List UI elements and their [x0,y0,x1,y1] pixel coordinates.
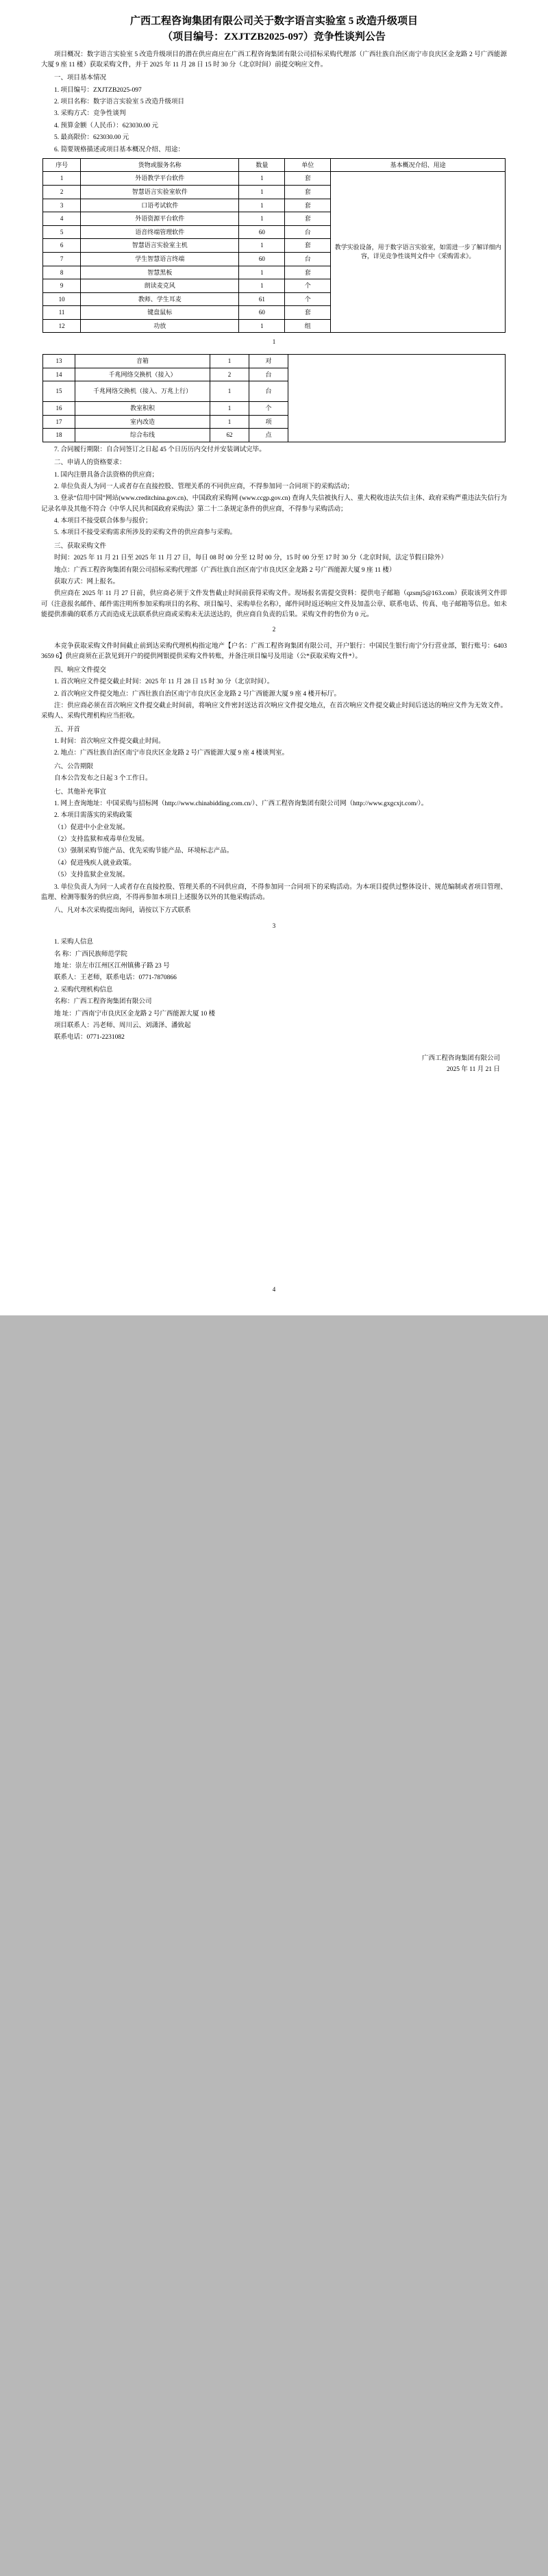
cell-qty: 1 [210,381,249,402]
cell-index: 4 [43,212,81,226]
cell-qty: 1 [239,212,285,226]
section-6-body: 自本公告发布之日起 3 个工作日。 [54,775,152,783]
section-1-heading: 一、项目基本情况 [54,75,107,82]
section-5-item: 1. 时间：首次响应文件提交截止时间。 [54,738,165,746]
section-7-sub: （5）支持监狱企业发展。 [54,872,129,879]
section-3-heading: 三、获取采购文件 [54,542,107,550]
section-3-way: 供应商在 2025 年 11 月 27 日前，供应商必须于文件发售截止时间前获得采购文件。现场报名需提交资料：提供电子邮箱（qzsmj5@163.com）获取该列文件即可（注意报名邮件、邮件需注明所参加采购项目的名称、项目编号、采购单位名称），邮件同时返还响应文件及加盖公章、联系电话、传真、电子邮箱等信息。如未能提供准确的联系方式而造成无法联系供应商或采购未无法送达的，供应商自负责的后果。采购文件的售价为 0 元。 [41,590,507,619]
cell-name: 朗读麦克风 [81,279,239,293]
cell-qty: 1 [239,239,285,253]
section-7-sub: （3）强制采购节能产品、优先采购节能产品、环境标志产品。 [54,848,234,855]
cell-index: 9 [43,279,81,293]
cell-unit: 点 [249,429,288,442]
cell-index: 2 [43,186,81,199]
cell-qty: 60 [239,225,285,239]
cell-name: 室内改造 [75,415,210,429]
cell-qty: 1 [239,172,285,186]
cell-index: 1 [43,172,81,186]
title-line-1: 广西工程咨询集团有限公司关于数字语言实验室 5 改造升级项目 [129,16,418,27]
cell-unit: 套 [285,306,331,320]
cell-unit: 台 [285,252,331,266]
cell-index: 17 [43,415,75,429]
cell-unit: 项 [249,415,288,429]
signature-date: 2025 年 11 月 21 日 [446,1065,500,1073]
section-2-item: 3. 登录“信用中国”网站(www.creditchina.gov.cn)、中国政府采购网 (www.ccgp.gov.cn) 查询人失信被执行人、重大税收违法失信主体、政府采购严重违法失信行为记录名单及其他不符合《中华人民共和国政府采购法》第二十二条规定条件的供应商，不得参与采购活动； [41,495,507,513]
cell-qty: 1 [210,354,249,368]
cell-name: 音箱 [75,354,210,368]
contact-line: 项目联系人：冯老师、周川云、刘潇泽、潘致起 [54,1022,191,1029]
goods-table-part-2-wrapper [41,354,507,442]
cell-name: 外语资源平台软件 [81,212,239,226]
table-row [43,172,506,186]
contact-group-label: 1. 采购人信息 [54,939,94,946]
section-3-note: 本竞争获取采购文件时间截止前到达采购代理机构指定地产【户名：广西工程咨询集团有限公司，开户银行：中国民生银行南宁分行营业部，银行账号：6403 3659 6】供应商须在正款见到开户的提供网银提供采购文件转账，并备注项目编号及用途（公*获取采购文件*）。 [41,643,507,661]
cell-unit: 台 [285,225,331,239]
table-header-row [43,158,506,172]
document-body [41,50,507,1295]
section-1-item: 3. 采购方式：竞争性谈判 [54,110,126,118]
bottom-spacer [41,1075,507,1280]
page-number: 3 [272,922,276,929]
cell-name: 教室积积 [75,402,210,416]
col-index: 序号 [43,158,81,172]
title-line-2: （项目编号：ZXJTZB2025-097）竞争性谈判公告 [162,31,386,43]
cell-qty: 1 [239,266,285,279]
section-8-heading: 八、凡对本次采购提出询问，请按以下方式联系 [54,907,191,915]
cell-qty: 60 [239,252,285,266]
cell-unit: 组 [285,319,331,333]
cell-index: 8 [43,266,81,279]
cell-name: 口语考试软件 [81,199,239,212]
section-7-item: 2. 本项目需落实的采购政策 [54,812,133,820]
cell-name: 综合布线 [75,429,210,442]
cell-unit: 个 [285,279,331,293]
contact-line: 联系电话：0771-2231082 [54,1034,125,1041]
cell-index: 16 [43,402,75,416]
section-7-item: 3. 单位负责人为同一人或者存在直接控股、管理关系的不同供应商，不得参加同一合同项下的采购活动。为本项目提供过整体设计、规范编制或者项目管理、监理、检测等服务的供应商，不得再参加本项目上述服务以外的其他采购活动。 [41,883,507,901]
section-7-sub: （2）支持监狱和戒毒单位发展。 [54,836,149,844]
page-number: 2 [272,626,276,633]
contact-line: 联系人：王老师，联系电话：0771-7870866 [54,974,177,982]
section-4-note: 注：供应商必须在首次响应文件提交截止时间前，将响应文件密封送达首次响应文件提交地点，在首次响应文件提交截止时间后送达的响应文件为无效文件。采购人、采购代理机构应当拒收。 [41,702,507,720]
col-qty: 数量 [239,158,285,172]
cell-name: 教师、学生耳麦 [81,292,239,306]
cell-index: 10 [43,292,81,306]
cell-unit: 套 [285,266,331,279]
cell-index: 14 [43,368,75,381]
intro-paragraph: 项目概况：数字语言实验室 5 改造升级项目的潜在供应商应在广西工程咨询集团有限公司招标采购代理部（广西壮族自治区南宁市良庆区金龙路 2 号广西能源大厦 9 座 11 楼）获取采购文件，并于 2025 年 11 月 28 日 15 时 30 分（北京时间）前提交响应文件。 [41,51,507,68]
cell-qty: 1 [210,415,249,429]
section-5-heading: 五、开首 [54,726,81,733]
signature-block [41,1053,507,1075]
cell-unit: 个 [249,402,288,416]
contact-line: 名 称：广西民族师范学院 [54,950,127,958]
cell-unit: 台 [249,381,288,402]
section-7-sub: （1）促进中小企业发展。 [54,824,129,831]
cell-unit: 套 [285,172,331,186]
section-5-item: 2. 地点：广西壮族自治区南宁市良庆区金龙路 2 号广西能源大厦 9 座 4 楼谈判室。 [54,750,289,757]
cell-index: 15 [43,381,75,402]
cell-name: 语音终端管理软件 [81,225,239,239]
cell-index: 18 [43,429,75,442]
cell-name: 智慧语言实验室主机 [81,239,239,253]
page-title [41,14,507,46]
section-3-way-title: 获取方式：网上报名。 [54,578,120,585]
cell-unit: 套 [285,199,331,212]
section-1-item: 5. 最高限价：623030.00 元 [54,134,129,142]
cell-index: 12 [43,319,81,333]
section-1-item: 6. 简要规格描述或项目基本概况介绍、用途： [54,146,185,153]
page-number: 4 [272,1285,276,1293]
goods-table-part-2 [42,354,506,442]
section-1-item: 4. 预算金额（人民币）：623030.00 元 [54,122,159,129]
section-1-item: 1. 项目编号：ZXJTZB2025-097 [54,86,142,94]
section-4-item: 1. 首次响应文件提交截止时间：2025 年 11 月 28 日 15 时 30 分（北京时间）。 [54,679,274,686]
cell-desc: 教学实验设备，用于数字语言实验室，如需进一步了解详细内容，详见竞争性谈判文件中《采购需求》。 [331,172,506,333]
section-2-item: 5. 本项目不接受采购需求所涉及的采购文件的供应商参与采购。 [54,529,237,537]
cell-index: 6 [43,239,81,253]
cell-index: 5 [43,225,81,239]
section-3-time: 时间：2025 年 11 月 21 日至 2025 年 11 月 27 日，每日 08 时 00 分至 12 时 00 分，15 时 00 分至 17 时 30 分（北京时间，法定节假日除外） [54,555,448,562]
contact-line: 名称：广西工程咨询集团有限公司 [54,998,152,1006]
cell-unit: 套 [285,186,331,199]
section-7-sub: （4）促进残疾人就业政策。 [54,859,136,867]
cell-index: 3 [43,199,81,212]
cell-name: 智慧黑板 [81,266,239,279]
cell-qty: 1 [239,319,285,333]
cell-index: 11 [43,306,81,320]
cell-qty: 1 [210,402,249,416]
section-2-item: 4. 本项目不接受联合体参与报价； [54,518,152,525]
section-1-item: 2. 项目名称：数字语言实验室 5 改造升级项目 [54,99,185,105]
col-unit: 单位 [285,158,331,172]
cell-unit: 台 [249,368,288,381]
cell-qty: 61 [239,292,285,306]
contact-line: 地 址：崇左市江州区江州镇佛子路 23 号 [54,963,170,970]
col-name: 货物或服务名称 [81,158,239,172]
table-row [43,354,506,368]
section-4-heading: 四、响应文件提交 [54,666,107,674]
section-7-item: 1. 网上查询地址：中国采购与招标网（http://www.chinabidding.com.cn/）、广西工程咨询集团有限公司网（http://www.gxgcxjt.com/）。 [54,800,428,807]
cell-name: 千兆网络交换机（接入） [75,368,210,381]
section-2-item: 2. 单位负责人为同一人或者存在直接控股、管理关系的不同供应商，不得参加同一合同项下的采购活动； [54,483,354,490]
page-number: 1 [272,338,276,346]
col-desc: 基本概况介绍、用途 [331,158,506,172]
cell-name: 外语教学平台软件 [81,172,239,186]
cell-qty: 60 [239,306,285,320]
cell-qty: 62 [210,429,249,442]
cell-unit: 对 [249,354,288,368]
cell-name: 键盘鼠标 [81,306,239,320]
cell-name: 千兆网络交换机（接入、万兆上行） [75,381,210,402]
cell-index: 7 [43,252,81,266]
section-6-heading: 六、公告期限 [54,763,94,770]
cell-unit: 个 [285,292,331,306]
section-2-heading: 二、申请人的资格要求： [54,459,126,467]
section-7-heading: 七、其他补充事宜 [54,788,107,796]
cell-unit: 套 [285,212,331,226]
cell-index: 13 [43,354,75,368]
section-2-item: 1. 国内注册具备合法资格的供应商； [54,471,159,479]
signature-org: 广西工程咨询集团有限公司 [421,1055,500,1062]
section-3-place: 地点：广西工程咨询集团有限公司招标采购代理部（广西壮族自治区南宁市良庆区金龙路 2 号广西能源大厦 9 座 11 楼） [54,566,396,574]
goods-table-part-1-wrapper [41,158,507,333]
cell-name: 学生智慧语言终端 [81,252,239,266]
contact-group-label: 2. 采购代理机构信息 [54,986,113,994]
section-4-item: 2. 首次响应文件提交地点：广西壮族自治区南宁市良庆区金龙路 2 号广西能源大厦 9 座 4 楼开标厅。 [54,690,341,698]
contact-line: 地 址：广西南宁市良庆区金龙路 2 号广西能源大厦 10 楼 [54,1010,216,1018]
cell-qty: 1 [239,199,285,212]
cell-name: 智慧语言实验室软件 [81,186,239,199]
cell-qty: 1 [239,279,285,293]
contract-term: 7. 合同履行期限：自合同签订之日起 45 个日历历内交付并安装调试完毕。 [54,446,266,453]
cell-unit: 套 [285,239,331,253]
cell-qty: 2 [210,368,249,381]
cell-name: 功放 [81,319,239,333]
goods-table-part-1 [42,158,506,333]
cell-desc-empty [288,354,506,442]
cell-qty: 1 [239,186,285,199]
